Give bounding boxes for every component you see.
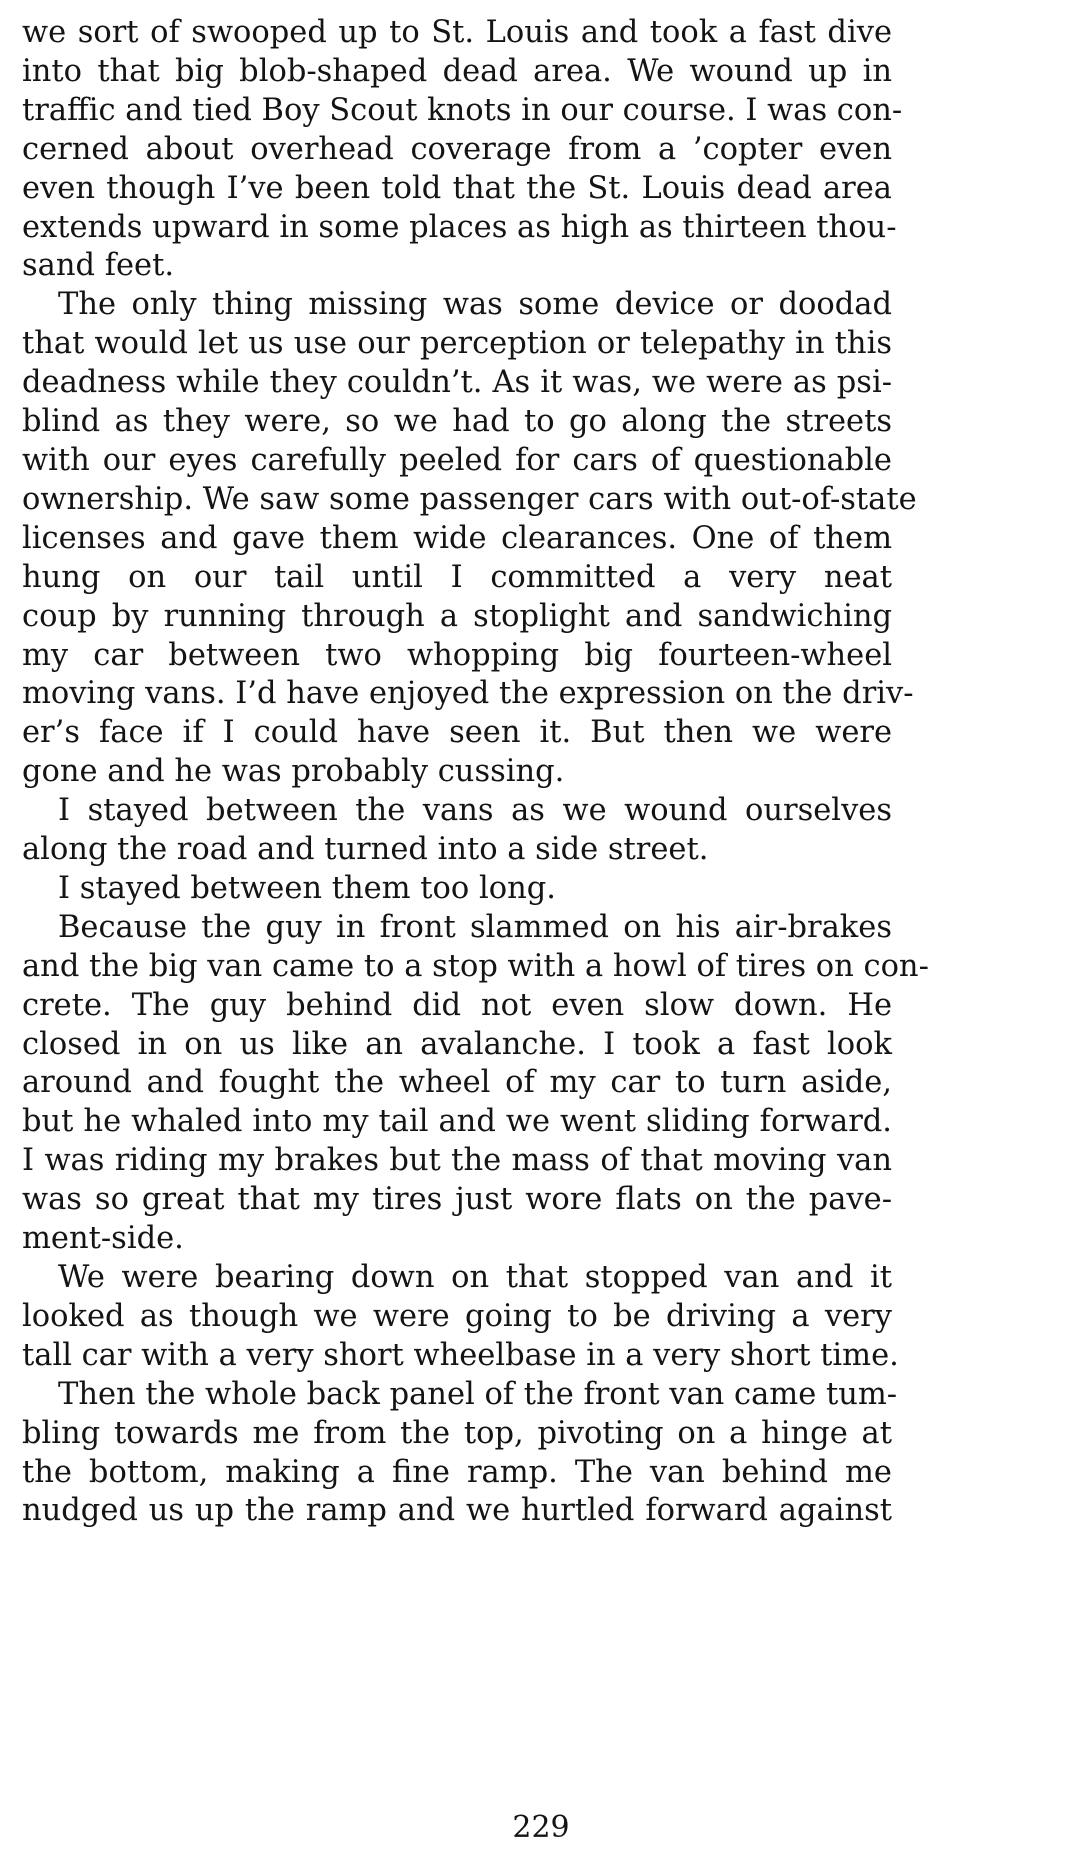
text-line: hung on our tail until I committed a very neat [22,559,892,595]
text-line: sand feet. [22,248,175,284]
paragraph [22,14,903,286]
text-line: I stayed between the vans as we wound ourselves [58,793,892,829]
text-line: Because the guy in front slammed on his air-brakes [58,909,892,945]
text-line: was so great that my tires just wore flats on the pave- [22,1182,892,1218]
text-line: my car between two whopping big fourteen-wheel [22,637,892,673]
text-line: extends upward in some places as high as thirteen thou- [22,209,897,245]
paragraph [22,792,892,870]
text-line: we sort of swooped up to St. Louis and took a fast dive [22,15,892,50]
text-line: around and fought the wheel of my car to turn aside, [22,1065,892,1101]
text-line: traffic and tied Boy Scout knots in our course. I was con- [22,92,903,128]
text-line: closed in on us like an avalanche. I took a fast look [22,1026,892,1062]
text-line: coup by running through a stoplight and sandwiching [22,598,892,634]
text-line: but he whaled into my tail and we went sliding forward. [22,1104,892,1140]
text-line: crete. The guy behind did not even slow down. He [22,987,892,1023]
text-line: blind as they were, so we had to go along the streets [22,404,892,440]
text-line: licenses and gave them wide clearances. One of them [22,520,892,556]
text-line: The only thing missing was some device or doodad [58,287,892,323]
text-line: I was riding my brakes but the mass of that moving van [22,1143,892,1179]
text-line: moving vans. I’d have enjoyed the expression on the driv- [22,676,914,712]
paragraph [22,870,892,909]
text-line: that would let us use our perception or telepathy in this [22,326,892,362]
paragraph [22,909,929,1259]
text-line: ment-side. [22,1221,184,1257]
text-line: bling towards me from the top, pivoting on a hinge at [22,1415,892,1451]
text-line: the bottom, making a fine ramp. The van behind me [22,1454,892,1490]
text-line: into that big blob-shaped dead area. We wound up in [22,53,892,89]
text-line: tall car with a very short wheelbase in a very short time. [22,1337,899,1373]
text-line: nudged us up the ramp and we hurtled forward against [22,1493,892,1529]
text-line: along the road and turned into a side street. [22,832,709,868]
text-line: gone and he was probably cussing. [22,754,565,790]
text-line: even though I’ve been told that the St. Louis dead area [22,170,892,206]
text-line: with our eyes carefully peeled for cars of questionable [22,442,892,478]
page-number: 229 [512,1810,570,1845]
text-line: cerned about overhead coverage from a ’copter even [22,131,892,167]
text-line: ownership. We saw some passenger cars with out-of-state [22,481,917,517]
text-line: er’s face if I could have seen it. But then we were [22,715,892,751]
text-line: We were bearing down on that stopped van and it [58,1260,892,1295]
paragraph [22,1376,898,1532]
text-line: I stayed between them too long. [58,870,556,906]
text-line: and the big van came to a stop with a howl of tires on con- [22,948,929,984]
text-line: deadness while they couldn’t. As it was, we were as psi- [22,365,892,401]
paragraph [22,286,917,792]
text-line: Then the whole back panel of the front van came tum- [58,1376,898,1412]
paragraph [22,1259,899,1376]
page-body [22,14,929,1531]
text-line: looked as though we were going to be driving a very [22,1298,892,1334]
